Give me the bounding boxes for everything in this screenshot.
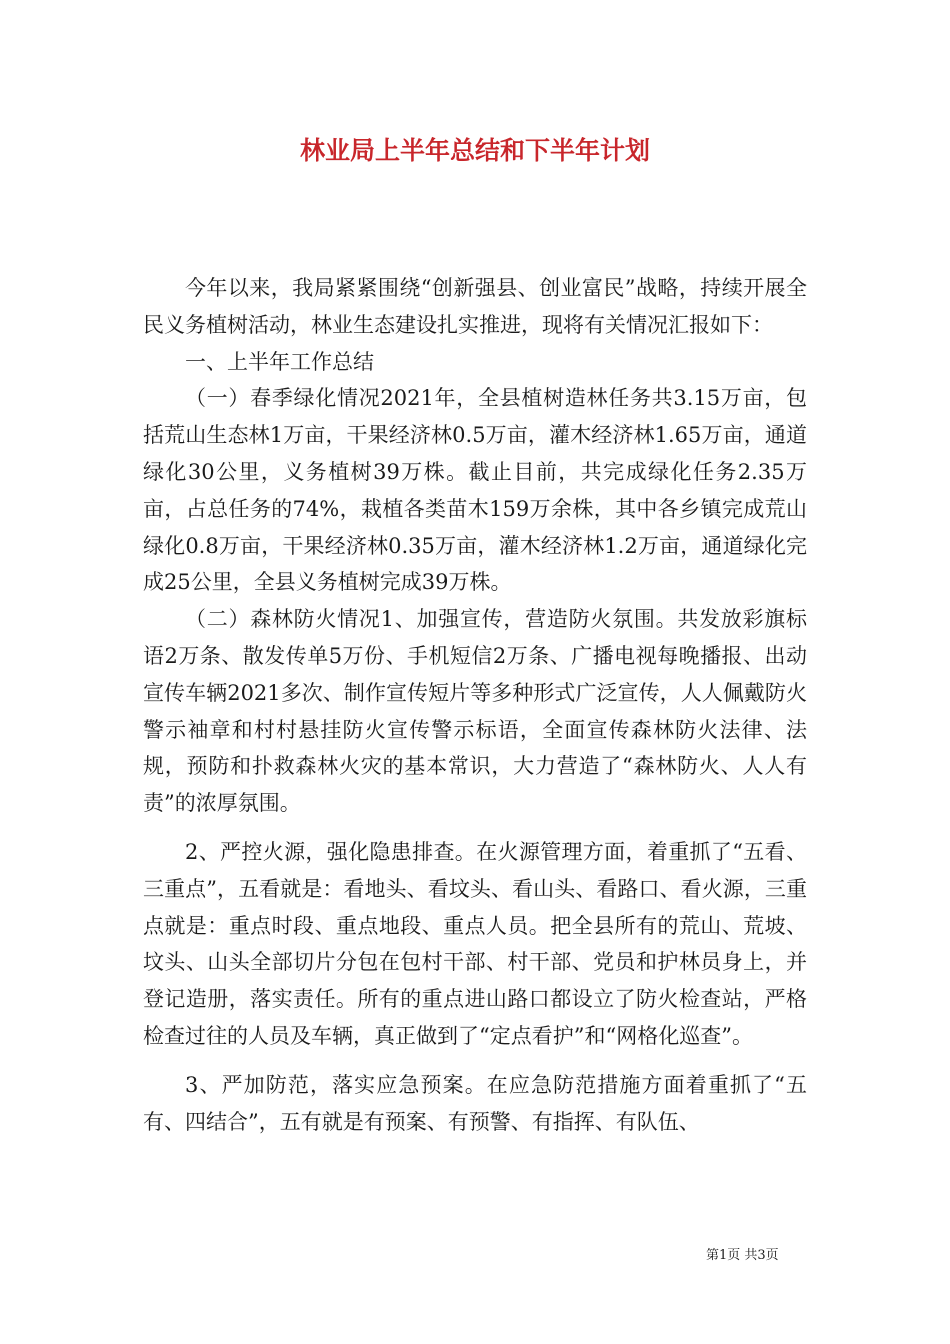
page-number: 第1页 共3页 <box>706 1248 779 1263</box>
section-heading: 一、上半年工作总结 <box>185 349 374 374</box>
document-body <box>143 270 807 1140</box>
document-title: 林业局上半年总结和下半年计划 <box>299 136 650 165</box>
fire-prevention-paragraph: （二）森林防火情况1、加强宣传，营造防火氛围。共发放彩旗标语2万条、散发传单5万份、手机短信2万条、广播电视每晚播报、出动宣传车辆2021多次、制作宣传短片等多种形式广泛宣传，人人佩戴防火警示袖章和村村悬挂防火宣传警示标语，全面宣传森林防火法律、法规，预防和扑救森林火灾的基本常识，大力营造了“森林防火、人人有责”的浓厚氛围。 <box>143 607 807 816</box>
emergency-plan-paragraph: 3、严加防范，落实应急预案。在应急防范措施方面着重抓了“五有、四结合”，五有就是有预案、有预警、有指挥、有队伍、 <box>143 1072 807 1134</box>
intro-paragraph: 今年以来，我局紧紧围绕“创新强县、创业富民”战略，持续开展全民义务植树活动，林业生态建设扎实推进，现将有关情况汇报如下： <box>143 276 807 337</box>
spring-greening-paragraph: （一）春季绿化情况2021年，全县植树造林任务共3.15万亩，包括荒山生态林1万亩，干果经济林0.5万亩，灌木经济林1.65万亩，通道绿化30公里，义务植树39万株。截止目前，共完成绿化任务2.35万亩，占总任务的74%，栽植各类苗木159万余株，其中各乡镇完成荒山绿化0.8万亩，干果经济林0.35万亩，灌木经济林1.2万亩，通道绿化完成25公里，全县义务植树完成39万株。 <box>143 386 807 595</box>
fire-source-paragraph: 2、严控火源，强化隐患排查。在火源管理方面，着重抓了“五看、三重点”，五看就是：看地头、看坟头、看山头、看路口、看火源，三重点就是：重点时段、重点地段、重点人员。把全县所有的荒山、荒坡、坟头、山头全部切片分包在包村干部、村干部、党员和护林员身上，并登记造册，落实责任。所有的重点进山路口都设立了防火检查站，严格检查过往的人员及车辆，真正做到了“定点看护”和“网格化巡查”。 <box>143 839 807 1048</box>
